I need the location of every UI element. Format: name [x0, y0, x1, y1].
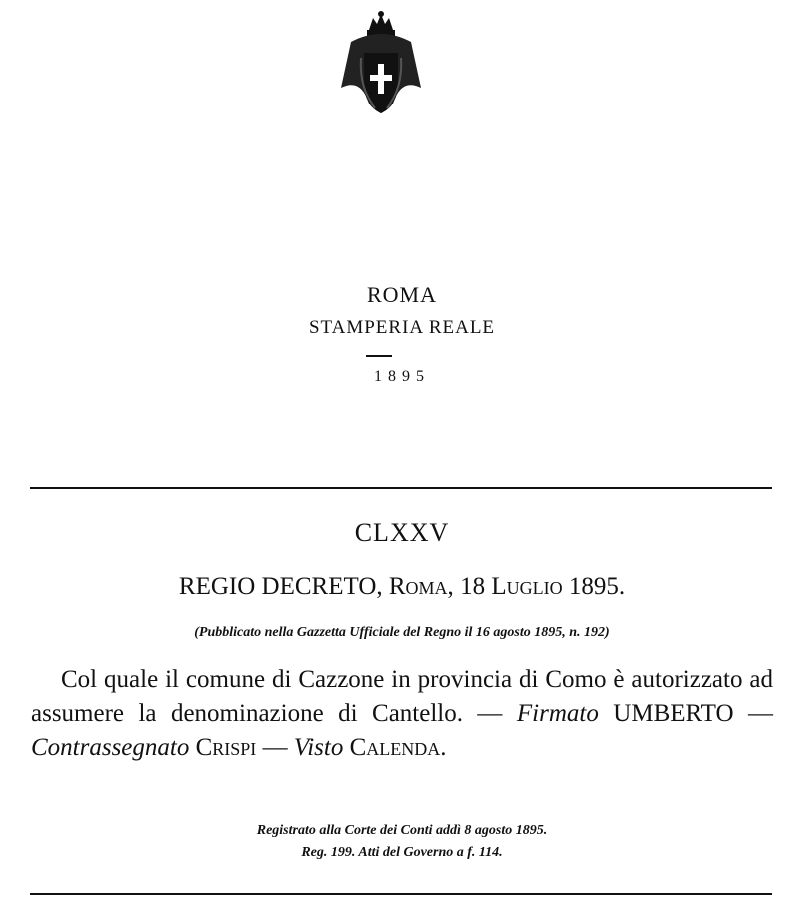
dash-2: — — [262, 734, 288, 761]
decree-body-text: Col quale il comune di Cazzone in provincia di Como è autorizzato ad assumere la denominazione di Cantello. — — [31, 666, 773, 727]
decree-place: Roma, — [388, 573, 454, 600]
signed-label: Firmato — [516, 700, 599, 727]
countersigned-label: Contrassegnato — [31, 734, 190, 761]
imprint-year: 1895 — [374, 368, 430, 385]
signed-name: UMBERTO — [613, 700, 734, 727]
decree-number: CLXXV — [354, 518, 450, 547]
royal-coat-of-arms-emblem — [331, 8, 431, 118]
city-heading: ROMA — [366, 282, 437, 307]
decree-month: Luglio — [491, 573, 563, 600]
dash-1: — — [748, 700, 774, 727]
decree-day: 18 — [460, 573, 486, 600]
countersigned-name: Crispi — [195, 734, 257, 761]
registration-line-2: Reg. 199. Atti del Governo a f. 114. — [301, 845, 503, 860]
decree-year: 1895. — [568, 573, 626, 600]
top-divider — [30, 487, 772, 489]
printer-name: STAMPERIA REALE — [308, 317, 496, 338]
bottom-divider — [30, 893, 772, 895]
seen-name: Calenda. — [349, 734, 447, 761]
publication-note: (Pubblicato nella Gazzetta Ufficiale del Regno il 16 agosto 1895, n. 192) — [194, 625, 610, 640]
decree-title: REGIO DECRETO, — [178, 573, 383, 600]
decree-heading — [0, 573, 804, 601]
registration-line-1: Registrato alla Corte dei Conti addì 8 agosto 1895. — [256, 823, 548, 838]
short-divider — [366, 355, 392, 357]
decree-body — [31, 663, 773, 765]
seen-label: Visto — [293, 734, 344, 761]
